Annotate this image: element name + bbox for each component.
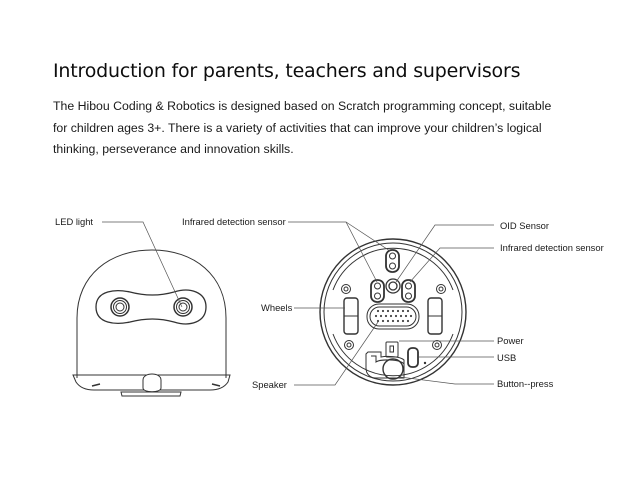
label-oid-sensor: OID Sensor <box>500 220 549 231</box>
ir-sensor-left-icon <box>371 280 384 302</box>
oid-sensor-icon <box>386 279 400 293</box>
power-switch-icon <box>386 342 398 357</box>
label-led-light: LED light <box>55 216 94 227</box>
speaker-grille-icon <box>367 304 419 329</box>
led-right-icon <box>174 298 192 316</box>
usb-port-icon <box>408 348 426 367</box>
wheel-right-icon <box>428 298 442 334</box>
label-infrared-sensor-right: Infrared detection sensor <box>500 242 604 253</box>
wheel-left-icon <box>344 298 358 334</box>
ir-sensor-top-icon <box>386 250 399 272</box>
label-usb: USB <box>497 352 517 363</box>
label-button-press: Button--press <box>497 378 554 389</box>
label-power: Power <box>497 335 524 346</box>
led-left-icon <box>111 298 129 316</box>
ir-sensor-right-icon <box>402 280 415 302</box>
label-infrared-sensor-left: Infrared detection sensor <box>182 216 286 227</box>
intro-line-1: The Hibou Coding & Robotics is designed based on Scratch programming concept, suitable <box>53 99 552 113</box>
label-speaker: Speaker <box>252 379 287 390</box>
robot-front-view <box>73 250 230 396</box>
intro-line-3: thinking, perseverance and innovation skills. <box>53 142 294 156</box>
label-wheels: Wheels <box>261 302 293 313</box>
page-title: Introduction for parents, teachers and supervisors <box>53 60 521 82</box>
leader-lines <box>102 222 494 385</box>
intro-line-2: for children ages 3+. There is a variety of activities that can improve your children’s logical <box>53 120 542 135</box>
robot-bottom-view <box>320 239 466 385</box>
